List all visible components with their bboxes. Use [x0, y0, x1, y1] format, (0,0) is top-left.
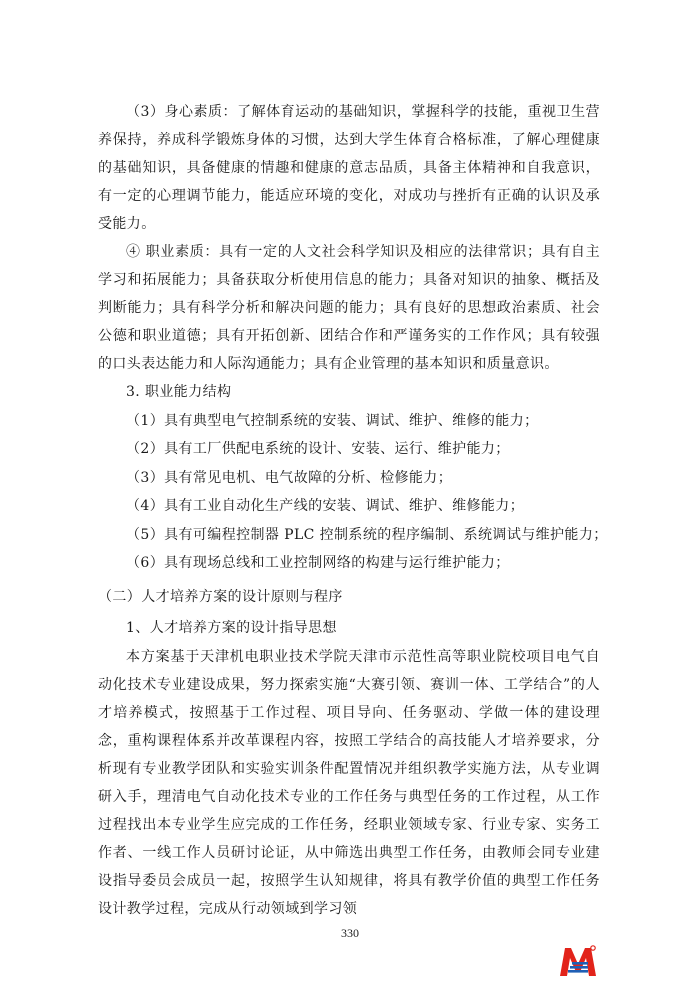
list-item: （1）具有典型电气控制系统的安装、调试、维护、维修的能力；	[126, 412, 539, 429]
paragraph-physical-quality: （3）身心素质：了解体育运动的基础知识，掌握科学的技能，重视卫生营养保持，养成科学锻炼身体的习惯，达到大学生体育合格标准，了解心理健康的基础知识，具备健康的情趣和健康的意志品质，具备主体精神和自我意识，有一定的心理调节能力，能适应环境的变化，对成功与挫折有正确的认识及承受能力。	[98, 104, 600, 232]
subsection-heading: 1、人才培养方案的设计指导思想	[126, 620, 337, 636]
list-item: （2）具有工厂供配电系统的设计、安装、运行、维护能力；	[126, 441, 510, 457]
page-body	[98, 98, 608, 923]
list-item: （4）具有工业自动化生产线的安装、调试、维护、维修能力；	[126, 498, 525, 514]
heading-ability-structure: 3. 职业能力结构	[126, 384, 232, 400]
list-item: （3）具有常见电机、电气故障的分析、检修能力；	[126, 469, 453, 486]
list-item: （5）具有可编程控制器 PLC 控制系统的程序编制、系统调试与维护能力；	[126, 526, 608, 543]
ability-list	[98, 407, 608, 578]
page-number: 330	[341, 926, 359, 940]
section-heading: （二）人才培养方案的设计原则与程序	[98, 588, 343, 605]
list-item: （6）具有现场总线和工业控制网络的构建与运行维护能力；	[126, 555, 510, 571]
publisher-m-logo-icon	[558, 944, 598, 978]
paragraph-guideline: 本方案基于天津机电职业技术学院天津市示范性高等职业院校项目电气自动化技术专业建设成果，努力探索实施“大赛引领、赛训一体、工学结合”的人才培养模式，按照基于工作过程、项目导向、任务驱动、学做一体的建设理念，重构课程体系并改革课程内容，按照工学结合的高技能人才培养要求，分析现有专业教学团队和实验实训条件配置情况并组织教学实施方法，从专业调研入手，理清电气自动化技术专业的工作任务与典型任务的工作过程，从工作过程找出本专业学生应完成的工作任务，经职业领域专家、行业专家、实务工作者、一线工作人员研讨论证，从中筛选出典型工作任务，由教师会同专业建设指导委员会成员一起，按照学生认知规律，将具有教学价值的典型工作任务设计教学过程，完成从行动领域到学习领	[98, 648, 600, 917]
paragraph-professional-quality: ④ 职业素质：具有一定的人文社会科学知识及相应的法律常识；具有自主学习和拓展能力；具备获取分析使用信息的能力；具备对知识的抽象、概括及判断能力；具有科学分析和解决问题的能力；具有良好的思想政治素质、社会公德和职业道德；具有开拓创新、团结合作和严谨务实的工作作风；具有较强的口头表达能力和人际沟通能力；具有企业管理的基本知识和质量意识。	[98, 244, 600, 372]
